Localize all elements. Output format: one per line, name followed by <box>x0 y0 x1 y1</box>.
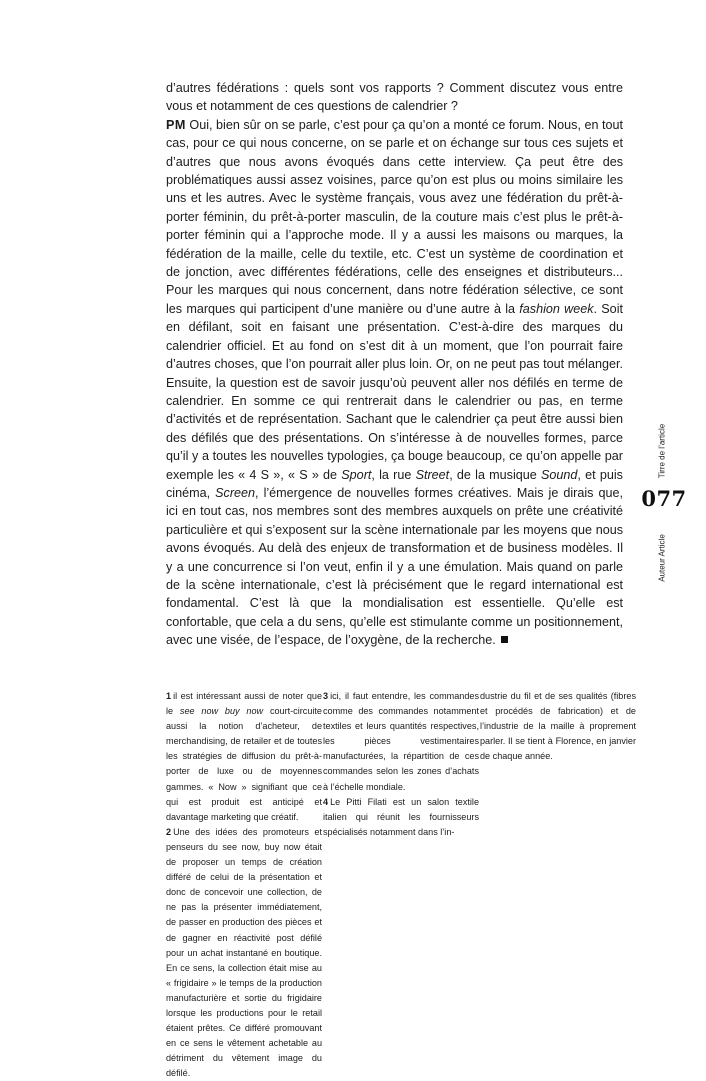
footnote-3-number: 3 <box>323 691 329 701</box>
question-paragraph: d’autres fédérations : quels sont vos rapports ? Comment discutez vous entre vous et notamment de ces questions de calendrier ? <box>166 81 623 114</box>
footnote-2-text: Une des idées des promoteurs et penseurs du see now, buy now était de proposer un temps de création différé de celui de la présentation et donc de concevoir une collection, de ne pas la présenter immédiatement, de passer en production des pièces et de gagner en réactivité post défilé pour un achat instantané en boutique. En ce sens, la collection était mise au « frigidaire » le temps de la production manufacturière et sortie du frigidaire lorsque les productions pour le retail étaient prêtes. Ce différé promouvant en ce sens le vêtement achetable au détriment du vêtement image du défilé. <box>166 826 322 1079</box>
footnote-1 <box>166 689 322 825</box>
footnotes-column-1 <box>166 689 322 1081</box>
running-author <box>655 527 669 589</box>
answer-text-d: , de la musique <box>449 467 541 482</box>
answer-italic-street: Street <box>415 467 450 482</box>
speaker-initials: PM <box>166 117 186 132</box>
running-title-text: Tirre de l’article <box>657 423 667 479</box>
answer-text-e: , et puis cinéma, <box>166 467 623 500</box>
footnote-1-text-b: court-circuite aussi la notion d’acheteur, de merchandising, de retailer et de toutes les stratégies de diffusion du prêt-à-porter de luxe ou de moyennes gammes. « Now » signifiant que ce qui est produit est anticipé et davantage marketing que créatif. <box>166 706 322 822</box>
answer-italic-fashion-week: fashion week <box>519 301 594 316</box>
end-of-article-square-icon <box>501 636 508 643</box>
footnote-4 <box>323 795 479 840</box>
answer-text-f: , l’émergence de nouvelles formes créatives. Mais je dirais que, ici en tout cas, nos membres sont des membres auxquels on prête une créativité particulière et qui s’exposent sur la scène internationale par les moyens que nous avons évoqués. Au delà des enjeux de transformation et de business modèles. Il y a une concurrence si l’on veut, enfin il y a une émulation. Mais quand on parle de la scène internationale, c’est là précisément que le regard international est fondamental. C’est là que la mondialisation est essentielle. Qu’elle est confortable, que cela a du sens, qu’elle est stimulante comme un positionnement, avec une visée, de l’espace, de l’oxygène, de la recherche. <box>166 485 624 648</box>
footnote-2-number: 2 <box>166 826 172 837</box>
footnote-4-continued: dustrie du fil et de ses qualités (fibres et procédés de fabrication) et de l’industrie de la maille à proprement parler. Il se tient à Florence, en janvier de chaque année. <box>480 691 636 762</box>
answer-italic-sound: Sound <box>541 467 578 482</box>
page-number: 077 <box>641 486 687 511</box>
answer-italic-sport: Sport <box>341 467 372 482</box>
footnote-1-text-a: il est intéressant aussi de noter que le <box>166 691 322 717</box>
footnote-3 <box>323 689 479 795</box>
answer-paragraph <box>166 116 623 650</box>
running-author-text: Auteur Article <box>657 534 667 582</box>
answer-italic-screen: Screen <box>215 485 256 500</box>
answer-text-a: Oui, bien sûr on se parle, c’est pour ça qu’on a monté ce forum. Nous, en tout cas, pour ce qui nous concerne, on se parle et on échange sur tous ces sujets et d’autres que nous avons évoqués dans cette interview. Ça peut être des problématiques aussi assez voisines, parce qu’on est plus ou moins similaire les uns et les autres. Avec le système français, vous avez une fédération du prêt-à-porter féminin, du prêt-à-porter masculin, de la couture mais c’est plus le prêt-à-porter féminin qui a l’approche mode. Il y a aussi les maisons ou marques, la fédération de la maille, celle du textile, etc. C’est un système de coordination et de jonction, avec différentes fédérations, celle des enseignes et distributeurs... Pour les marques qui nous concernent, dans notre fédération sélective, ce sont les marques qui participent d’une manière ou d’une autre à la <box>166 117 623 316</box>
running-title <box>655 418 669 484</box>
footnote-1-italic: see now buy now <box>179 706 264 717</box>
footnote-1-number: 1 <box>166 691 172 701</box>
footnote-4-text-a: Le Pitti Filati est un salon textile italien qui réunit les fournisseurs spécialisés notamment dans l’in- <box>323 796 479 837</box>
footnote-2-start <box>166 825 322 1081</box>
footnote-4-number: 4 <box>323 796 329 807</box>
footnotes-column-3 <box>480 689 636 764</box>
footnotes-column-2 <box>323 689 479 840</box>
article-body <box>166 79 623 650</box>
footnote-3-text: ici, il faut entendre, les commandes comme des commandes notamment textiles et leurs quantités respectives, les pièces vestimentaires manufacturées, la répartition de ces commandes selon les zones d’achats à l’échelle mondiale. <box>323 691 479 792</box>
answer-text-b: . Soit en défilant, soit en faisant une présentation. C’est-à-dire des marques du calendrier officiel. Et au fond on s’est dit à un moment, que l’on pourrait faire d’autres choses, que l’on pourrait aller plus loin. Or, on ne peut pas tout mélanger. Ensuite, la question est de savoir jusqu’où peuvent aller nos défilés en terme de calendrier. En somme ce qui rentrerait dans le calendrier ou pas, en terme d’activités et de représentation. Sachant que le calendrier ça peut être aussi bien des défilés que des présentations. On s’intéresse à de nouvelles formes, parce qu’il y a toutes les nouvelles typologies, ça bouge beaucoup, ce qu’on appelle par exemple les « 4 S », « S » de <box>166 301 623 482</box>
answer-text-c: , la rue <box>371 467 416 482</box>
